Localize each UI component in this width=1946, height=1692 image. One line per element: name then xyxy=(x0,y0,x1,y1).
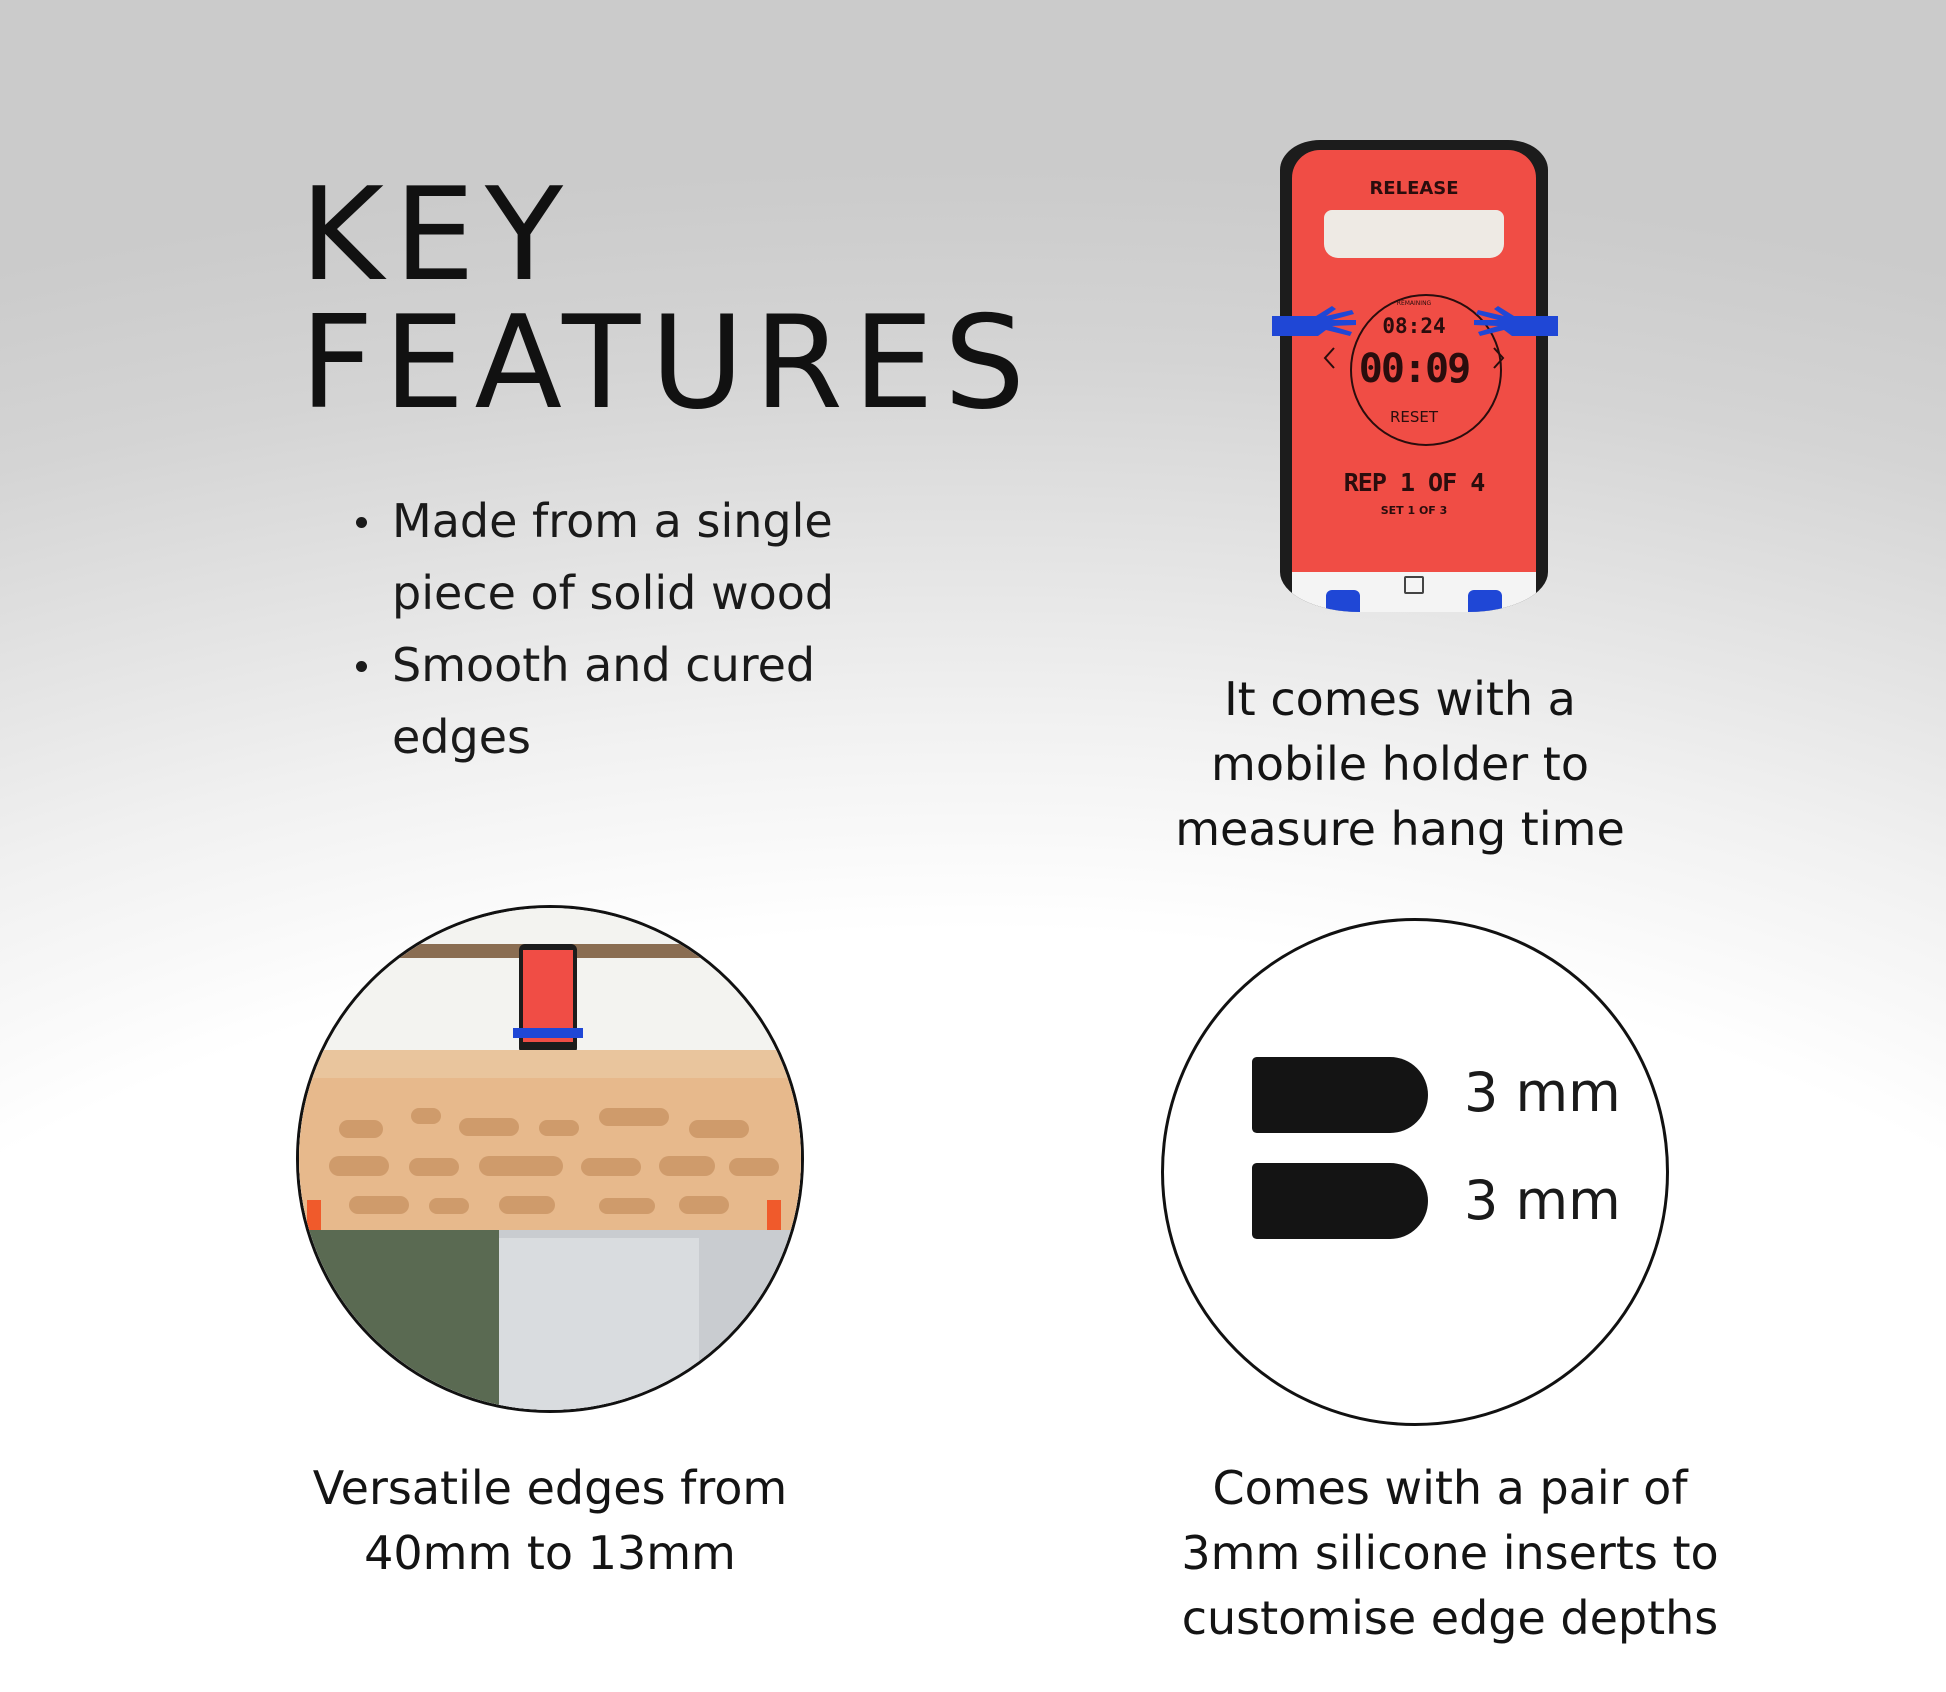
title-line-2: FEATURES xyxy=(300,289,1036,438)
insert-top-thickness: 3 mm xyxy=(1464,1061,1621,1124)
hand-holder-icon-right xyxy=(1458,302,1558,342)
feature-bullet-cured-edges: Smooth and cured edges xyxy=(352,629,912,773)
silicone-inserts-circle xyxy=(1161,918,1669,1426)
timer-readout: 00:09 xyxy=(1358,346,1470,392)
silicone-insert-bottom xyxy=(1252,1163,1428,1239)
set-counter: SET 1 OF 3 xyxy=(1380,504,1448,517)
hangboard-photo xyxy=(299,908,801,1410)
feature-bullet-list xyxy=(352,485,912,773)
feature-bullet-solid-wood: Made from a single piece of solid wood xyxy=(352,485,912,629)
caption-line: 3mm silicone inserts to xyxy=(1181,1526,1719,1580)
hand-holder-icon xyxy=(1272,302,1372,342)
rep-counter: REP 1 OF 4 xyxy=(1343,468,1485,497)
reset-label: RESET xyxy=(1389,408,1439,426)
silicone-insert-top xyxy=(1252,1057,1428,1133)
phone-photo xyxy=(1280,140,1548,612)
caption-line: measure hang time xyxy=(1175,802,1625,856)
holder-clip-right xyxy=(1468,590,1502,612)
caption-line: Versatile edges from xyxy=(312,1461,788,1515)
holder-clip-left xyxy=(1326,590,1360,612)
title-line-1: KEY xyxy=(300,161,573,310)
hangboard-photo-circle xyxy=(296,905,804,1413)
insert-bottom-thickness: 3 mm xyxy=(1464,1169,1621,1232)
page-title xyxy=(300,161,1036,438)
remaining-time: 08:24 xyxy=(1382,314,1446,338)
chevron-left-icon xyxy=(1322,346,1336,370)
silicone-inserts-caption xyxy=(1100,1456,1800,1651)
caption-line: mobile holder to xyxy=(1211,737,1589,791)
caption-line: Comes with a pair of xyxy=(1212,1461,1688,1515)
caption-line: 40mm to 13mm xyxy=(364,1526,736,1580)
hangboard-thumbnail xyxy=(1324,210,1504,258)
remaining-label: REMAINING xyxy=(1396,300,1432,307)
mobile-holder-caption xyxy=(1100,667,1700,862)
lock-icon xyxy=(1404,576,1424,594)
release-label: RELEASE xyxy=(1369,178,1459,199)
versatile-edges-caption xyxy=(250,1456,850,1586)
caption-line: It comes with a xyxy=(1224,672,1576,726)
caption-line: customise edge depths xyxy=(1181,1591,1719,1645)
chevron-right-icon xyxy=(1492,346,1506,370)
timer-app-screen xyxy=(1292,150,1536,572)
